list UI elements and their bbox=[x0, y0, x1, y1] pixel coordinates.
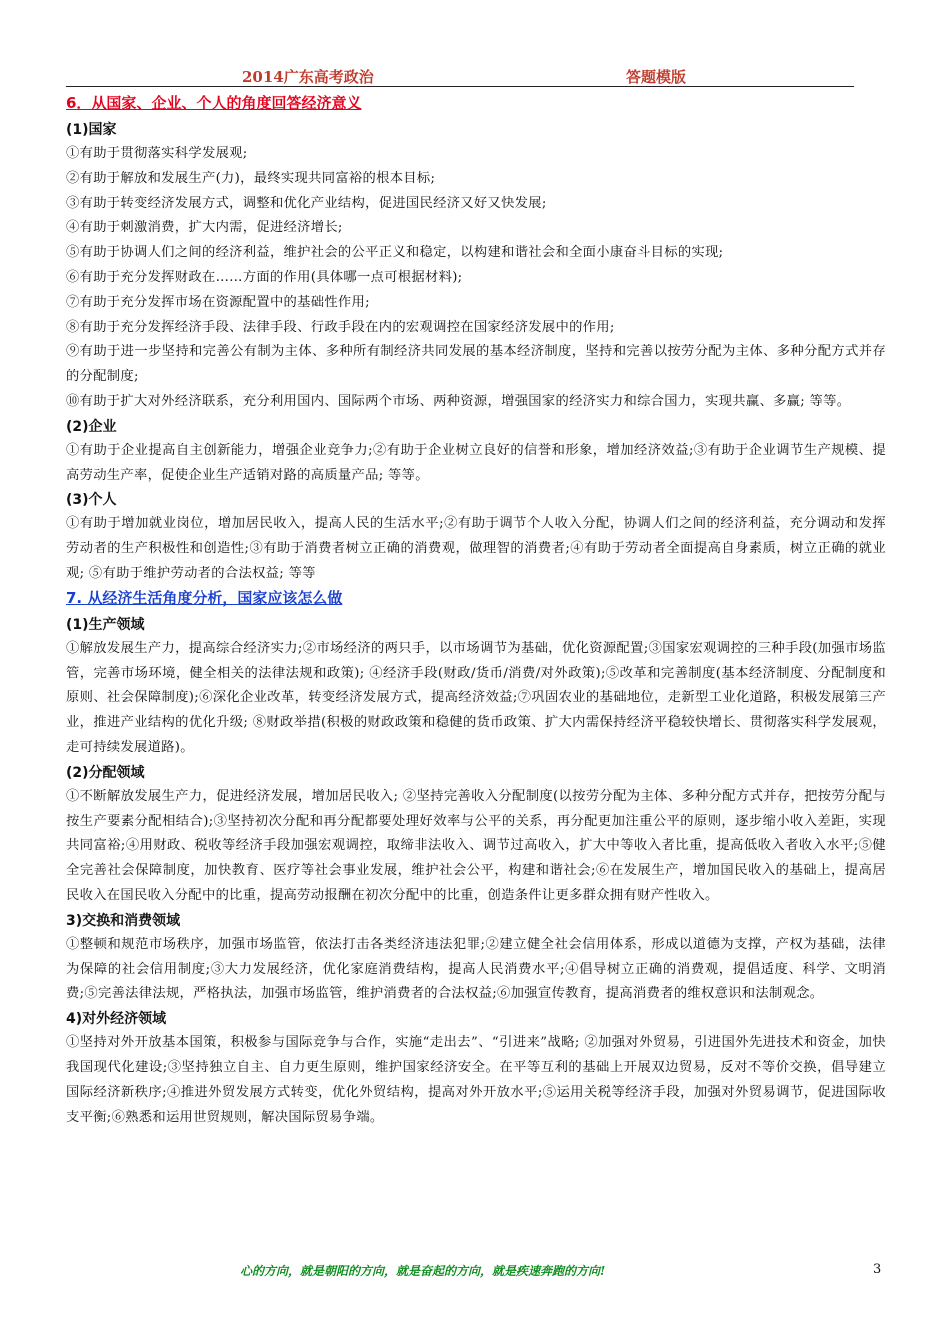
country-item: ②有助于解放和发展生产(力)，最终实现共同富裕的根本目标; bbox=[66, 170, 436, 186]
document-title: 2014广东高考政治 bbox=[242, 68, 374, 86]
country-item: ⑩有助于扩大对外经济联系，充分利用国内、国际两个市场、两种资源，增强国家的经济实力和综合国力，实现共赢、多赢; 等等。 bbox=[66, 393, 851, 409]
country-item: ⑨有助于进一步坚持和完善公有制为主体、多种所有制经济共同发展的基本经济制度，坚持和完善以按劳分配为主体、多种分配方式并存的分配制度; bbox=[66, 344, 886, 385]
foreign-heading: 4)对外经济领域 bbox=[66, 1011, 167, 1028]
production-heading: (1)生产领域 bbox=[66, 616, 145, 633]
individual-text: ①有助于增加就业岗位，增加居民收入，提高人民的生活水平;②有助于调节个人收入分配，协调人们之间的经济利益，充分调动和发挥劳动者的生产积极性和创造性;③有助于消费者树立正确的消费观，做理智的消费者;④有助于劳动者全面提高自身素质，树立正确的就业观; ⑤有助于维护劳动者的合法权益; 等等 bbox=[66, 516, 886, 581]
document-tag: 答题模版 bbox=[626, 68, 687, 86]
page-content bbox=[66, 92, 886, 1130]
foreign-text: ①坚持对外开放基本国策，积极参与国际竞争与合作，实施“走出去”、“引进来”战略; ②加强对外贸易，引进国外先进技术和资金，加快我国现代化建设;③坚持独立自主、自力更生原则，维护国家经济安全。在平等互利的基础上开展双边贸易，反对不等价交换，倡导建立国际经济新秩序;④推进外贸发展方式转变，优化外贸结构，提高对外开放水平;⑤运用关税等经济手段，加强对外贸易调节，促进国际收支平衡;⑥熟悉和运用世贸规则，解决国际贸易争端。 bbox=[66, 1035, 886, 1125]
distribution-text: ①不断解放发展生产力，促进经济发展，增加居民收入; ②坚持完善收入分配制度(以按劳分配为主体、多种分配方式并存，把按劳分配与按生产要素分配相结合);③坚持初次分配和再分配都要处理好效率与公平的关系，再分配更加注重公平的原则，逐步缩小收入差距，实现共同富裕;④用财政、税收等经济手段加强宏观调控，取缔非法收入、调节过高收入，扩大中等收入者比重，提高低收入者收入水平;⑤健全完善社会保障制度，加快教育、医疗等社会事业发展，维护社会公平，构建和谐社会;⑥在发展生产，增加国民收入的基础上，提高居民收入在国民收入分配中的比重，提高劳动报酬在初次分配中的比重，创造条件让更多群众拥有财产性收入。 bbox=[66, 788, 886, 903]
enterprise-heading: (2)企业 bbox=[66, 418, 117, 435]
country-item: ①有助于贯彻落实科学发展观; bbox=[66, 146, 248, 161]
section-7-title: 7. 从经济生活角度分析，国家应该怎么做 bbox=[66, 588, 343, 607]
distribution-heading: (2)分配领域 bbox=[66, 764, 145, 781]
country-item: ⑧有助于充分发挥经济手段、法律手段、行政手段在内的宏观调控在国家经济发展中的作用; bbox=[66, 319, 615, 335]
exchange-heading: 3)交换和消费领域 bbox=[66, 912, 181, 929]
page-number: 3 bbox=[873, 1262, 882, 1277]
enterprise-text: ①有助于企业提高自主创新能力，增强企业竞争力;②有助于企业树立良好的信誉和形象，增加经济效益;③有助于企业调节生产规模、提高劳动生产率，促使企业生产适销对路的高质量产品; 等等。 bbox=[66, 442, 886, 483]
country-item: ⑤有助于协调人们之间的经济利益，维护社会的公平正义和稳定，以构建和谐社会和全面小康奋斗目标的实现; bbox=[66, 245, 724, 261]
section-6-title: 6．从国家、企业、个人的角度回答经济意义 bbox=[66, 94, 362, 112]
country-list bbox=[66, 142, 886, 415]
page-header bbox=[66, 66, 854, 87]
production-text: ①解放发展生产力，提高综合经济实力;②市场经济的两只手，以市场调节为基础，优化资源配置;③国家宏观调控的三种手段(加强市场监管，完善市场环境，健全相关的法律法规和政策); ④经济手段(财政/货币/消费/对外政策);⑤改革和完善制度(基本经济制度、分配制度和原则、社会保障制度);⑥深化企业改革，转变经济发展方式，提高经济效益;⑦巩固农业的基础地位，走新型工业化道路，积极发展第三产业，推进产业结构的优化升级; ⑧财政举措(积极的财政政策和稳健的货币政策、扩大内需保持经济平稳较快增长、贯彻落实科学发展观，走可持续发展道路)。 bbox=[66, 640, 886, 755]
country-item: ③有助于转变经济发展方式，调整和优化产业结构，促进国民经济又好又快发展; bbox=[66, 195, 547, 211]
country-item: ⑦有助于充分发挥市场在资源配置中的基础性作用; bbox=[66, 294, 370, 310]
footer-motto: 心的方向，就是朝阳的方向，就是奋起的方向，就是疾速奔跑的方向! bbox=[240, 1264, 606, 1278]
country-heading: (1)国家 bbox=[66, 122, 117, 138]
country-item: ⑥有助于充分发挥财政在……方面的作用(具体哪一点可根据材料); bbox=[66, 269, 463, 285]
exchange-text: ①整顿和规范市场秩序，加强市场监管，依法打击各类经济违法犯罪;②建立健全社会信用体系，形成以道德为支撑，产权为基础，法律为保障的社会信用制度;③大力发展经济，优化家庭消费结构，提高人民消费水平;④倡导树立正确的消费观，提倡适度、科学、文明消费;⑤完善法律法规，严格执法，加强市场监管，维护消费者的合法权益;⑥加强宣传教育，提高消费者的维权意识和法制观念。 bbox=[66, 936, 886, 1002]
individual-heading: (3)个人 bbox=[66, 492, 117, 509]
country-item: ④有助于刺激消费，扩大内需，促进经济增长; bbox=[66, 220, 343, 236]
